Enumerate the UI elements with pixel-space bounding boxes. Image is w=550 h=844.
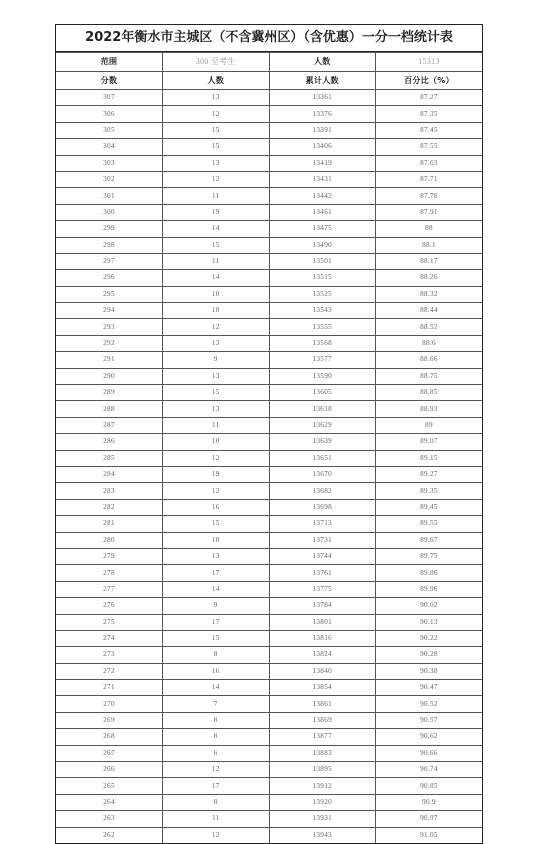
- score-cell: 273: [56, 647, 163, 663]
- table-row: [56, 417, 482, 433]
- cumulative-cell: 13744: [269, 548, 376, 564]
- percent-cell: 87.71: [376, 171, 483, 187]
- cumulative-cell: 13639: [269, 434, 376, 450]
- score-cell: 269: [56, 712, 163, 728]
- percent-cell: 90.66: [376, 745, 483, 761]
- score-cell: 275: [56, 614, 163, 630]
- count-cell: 9: [163, 352, 270, 368]
- score-cell: 278: [56, 565, 163, 581]
- meta-row: [56, 53, 482, 72]
- percent-cell: 89.75: [376, 548, 483, 564]
- table-row: [56, 221, 482, 237]
- cumulative-cell: 13475: [269, 221, 376, 237]
- count-cell: 13: [163, 548, 270, 564]
- table-row: [56, 450, 482, 466]
- cumulative-cell: 13490: [269, 237, 376, 253]
- column-header-cumulative: 累计人数: [269, 72, 376, 90]
- cumulative-cell: 13801: [269, 614, 376, 630]
- cumulative-cell: 13824: [269, 647, 376, 663]
- table-row: [56, 204, 482, 220]
- count-cell: 17: [163, 565, 270, 581]
- total-value: 15313: [376, 53, 483, 72]
- score-cell: 299: [56, 221, 163, 237]
- percent-cell: 88.44: [376, 303, 483, 319]
- count-cell: 15: [163, 385, 270, 401]
- count-cell: 13: [163, 90, 270, 106]
- score-cell: 306: [56, 106, 163, 122]
- cumulative-cell: 13391: [269, 122, 376, 138]
- score-cell: 289: [56, 385, 163, 401]
- count-cell: 12: [163, 483, 270, 499]
- table-row: [56, 483, 482, 499]
- score-cell: 307: [56, 90, 163, 106]
- page-title: 2022年衡水市主城区（不含冀州区）（含优惠）一分一档统计表: [56, 25, 482, 52]
- percent-cell: 87.91: [376, 204, 483, 220]
- cumulative-cell: 13577: [269, 352, 376, 368]
- count-cell: 12: [163, 450, 270, 466]
- table-row: [56, 385, 482, 401]
- count-cell: 12: [163, 106, 270, 122]
- column-header-score: 分数: [56, 72, 163, 90]
- cumulative-cell: 13883: [269, 745, 376, 761]
- score-cell: 305: [56, 122, 163, 138]
- table-row: [56, 270, 482, 286]
- percent-cell: 90.74: [376, 762, 483, 778]
- score-cell: 304: [56, 139, 163, 155]
- table-row: [56, 827, 482, 843]
- score-cell: 288: [56, 401, 163, 417]
- score-cell: 276: [56, 598, 163, 614]
- count-cell: 10: [163, 286, 270, 302]
- table-row: [56, 335, 482, 351]
- table-row: [56, 171, 482, 187]
- count-cell: 12: [163, 319, 270, 335]
- table-row: [56, 90, 482, 106]
- table-row: [56, 122, 482, 138]
- cumulative-cell: 13713: [269, 516, 376, 532]
- count-cell: 14: [163, 581, 270, 597]
- count-cell: 12: [163, 171, 270, 187]
- table-row: [56, 581, 482, 597]
- percent-cell: 88.26: [376, 270, 483, 286]
- cumulative-cell: 13406: [269, 139, 376, 155]
- count-cell: 10: [163, 434, 270, 450]
- cumulative-cell: 13431: [269, 171, 376, 187]
- table-row: [56, 466, 482, 482]
- cumulative-cell: 13775: [269, 581, 376, 597]
- cumulative-cell: 13816: [269, 630, 376, 646]
- cumulative-cell: 13361: [269, 90, 376, 106]
- table-row: [56, 401, 482, 417]
- table-row: [56, 565, 482, 581]
- table-row: [56, 368, 482, 384]
- score-cell: 297: [56, 253, 163, 269]
- score-cell: 301: [56, 188, 163, 204]
- count-cell: 15: [163, 237, 270, 253]
- count-cell: 13: [163, 401, 270, 417]
- table-row: [56, 680, 482, 696]
- percent-cell: 90.47: [376, 680, 483, 696]
- cumulative-cell: 13651: [269, 450, 376, 466]
- count-cell: 18: [163, 303, 270, 319]
- table-row: [56, 794, 482, 810]
- cumulative-cell: 13943: [269, 827, 376, 843]
- table-row: [56, 663, 482, 679]
- percent-cell: 88.85: [376, 385, 483, 401]
- cumulative-cell: 13877: [269, 729, 376, 745]
- cumulative-cell: 13442: [269, 188, 376, 204]
- table-row: [56, 155, 482, 171]
- percent-cell: 88.52: [376, 319, 483, 335]
- score-cell: 267: [56, 745, 163, 761]
- count-cell: 13: [163, 155, 270, 171]
- score-cell: 296: [56, 270, 163, 286]
- cumulative-cell: 13629: [269, 417, 376, 433]
- range-value: 300 至考生: [163, 53, 270, 72]
- percent-cell: 90.28: [376, 647, 483, 663]
- count-cell: 8: [163, 794, 270, 810]
- cumulative-cell: 13869: [269, 712, 376, 728]
- score-cell: 302: [56, 171, 163, 187]
- table-row: [56, 286, 482, 302]
- table-row: [56, 106, 482, 122]
- count-cell: 19: [163, 466, 270, 482]
- score-distribution-sheet: [55, 24, 483, 844]
- cumulative-cell: 13419: [269, 155, 376, 171]
- count-cell: 15: [163, 630, 270, 646]
- count-cell: 8: [163, 712, 270, 728]
- percent-cell: 89.55: [376, 516, 483, 532]
- count-cell: 16: [163, 663, 270, 679]
- percent-cell: 90.9: [376, 794, 483, 810]
- percent-cell: 89.86: [376, 565, 483, 581]
- score-cell: 295: [56, 286, 163, 302]
- cumulative-cell: 13515: [269, 270, 376, 286]
- cumulative-cell: 13931: [269, 811, 376, 827]
- score-cell: 271: [56, 680, 163, 696]
- percent-cell: 90.85: [376, 778, 483, 794]
- cumulative-cell: 13920: [269, 794, 376, 810]
- percent-cell: 88.1: [376, 237, 483, 253]
- header-row: [56, 72, 482, 90]
- percent-cell: 89.45: [376, 499, 483, 515]
- score-cell: 287: [56, 417, 163, 433]
- percent-cell: 89.96: [376, 581, 483, 597]
- score-cell: 290: [56, 368, 163, 384]
- table-row: [56, 762, 482, 778]
- percent-cell: 89.27: [376, 466, 483, 482]
- score-cell: 293: [56, 319, 163, 335]
- count-cell: 11: [163, 811, 270, 827]
- table-row: [56, 532, 482, 548]
- percent-cell: 88.93: [376, 401, 483, 417]
- table-row: [56, 614, 482, 630]
- table-row: [56, 811, 482, 827]
- cumulative-cell: 13895: [269, 762, 376, 778]
- table-row: [56, 319, 482, 335]
- score-cell: 281: [56, 516, 163, 532]
- score-cell: 277: [56, 581, 163, 597]
- percent-cell: 87.63: [376, 155, 483, 171]
- column-header-percent: 百分比（%）: [376, 72, 483, 90]
- percent-cell: 88.32: [376, 286, 483, 302]
- cumulative-cell: 13605: [269, 385, 376, 401]
- cumulative-cell: 13912: [269, 778, 376, 794]
- table-row: [56, 598, 482, 614]
- count-cell: 15: [163, 139, 270, 155]
- count-cell: 11: [163, 417, 270, 433]
- count-cell: 17: [163, 778, 270, 794]
- percent-cell: 89: [376, 417, 483, 433]
- percent-cell: 88.6: [376, 335, 483, 351]
- score-cell: 284: [56, 466, 163, 482]
- column-header-count: 人数: [163, 72, 270, 90]
- cumulative-cell: 13761: [269, 565, 376, 581]
- count-cell: 8: [163, 729, 270, 745]
- percent-cell: 87.35: [376, 106, 483, 122]
- percent-cell: 90.97: [376, 811, 483, 827]
- percent-cell: 90.52: [376, 696, 483, 712]
- table-row: [56, 253, 482, 269]
- score-cell: 298: [56, 237, 163, 253]
- count-cell: 6: [163, 745, 270, 761]
- percent-cell: 87.45: [376, 122, 483, 138]
- score-cell: 283: [56, 483, 163, 499]
- score-cell: 285: [56, 450, 163, 466]
- cumulative-cell: 13731: [269, 532, 376, 548]
- table-row: [56, 729, 482, 745]
- count-cell: 13: [163, 368, 270, 384]
- cumulative-cell: 13501: [269, 253, 376, 269]
- table-row: [56, 516, 482, 532]
- table-row: [56, 188, 482, 204]
- score-cell: 279: [56, 548, 163, 564]
- score-cell: 292: [56, 335, 163, 351]
- score-cell: 270: [56, 696, 163, 712]
- percent-cell: 90.22: [376, 630, 483, 646]
- count-cell: 16: [163, 499, 270, 515]
- percent-cell: 90.02: [376, 598, 483, 614]
- percent-cell: 91.05: [376, 827, 483, 843]
- count-cell: 9: [163, 598, 270, 614]
- cumulative-cell: 13784: [269, 598, 376, 614]
- score-table: [56, 52, 482, 843]
- cumulative-cell: 13590: [269, 368, 376, 384]
- percent-cell: 88: [376, 221, 483, 237]
- percent-cell: 87.55: [376, 139, 483, 155]
- percent-cell: 90.38: [376, 663, 483, 679]
- score-cell: 265: [56, 778, 163, 794]
- table-body: [56, 90, 482, 843]
- table-row: [56, 548, 482, 564]
- percent-cell: 90.62: [376, 729, 483, 745]
- percent-cell: 89.15: [376, 450, 483, 466]
- count-cell: 15: [163, 122, 270, 138]
- score-cell: 294: [56, 303, 163, 319]
- table-row: [56, 434, 482, 450]
- cumulative-cell: 13682: [269, 483, 376, 499]
- percent-cell: 89.35: [376, 483, 483, 499]
- count-cell: 19: [163, 204, 270, 220]
- cumulative-cell: 13555: [269, 319, 376, 335]
- table-row: [56, 499, 482, 515]
- cumulative-cell: 13618: [269, 401, 376, 417]
- score-cell: 300: [56, 204, 163, 220]
- table-row: [56, 303, 482, 319]
- count-cell: 14: [163, 270, 270, 286]
- cumulative-cell: 13698: [269, 499, 376, 515]
- cumulative-cell: 13568: [269, 335, 376, 351]
- percent-cell: 89.07: [376, 434, 483, 450]
- score-cell: 263: [56, 811, 163, 827]
- table-row: [56, 139, 482, 155]
- cumulative-cell: 13840: [269, 663, 376, 679]
- cumulative-cell: 13861: [269, 696, 376, 712]
- score-cell: 286: [56, 434, 163, 450]
- cumulative-cell: 13543: [269, 303, 376, 319]
- percent-cell: 88.66: [376, 352, 483, 368]
- score-cell: 291: [56, 352, 163, 368]
- score-cell: 303: [56, 155, 163, 171]
- count-cell: 14: [163, 680, 270, 696]
- cumulative-cell: 13854: [269, 680, 376, 696]
- score-cell: 280: [56, 532, 163, 548]
- count-cell: 7: [163, 696, 270, 712]
- count-cell: 12: [163, 827, 270, 843]
- count-cell: 11: [163, 253, 270, 269]
- score-cell: 274: [56, 630, 163, 646]
- table-row: [56, 712, 482, 728]
- count-cell: 8: [163, 647, 270, 663]
- percent-cell: 90.57: [376, 712, 483, 728]
- count-cell: 14: [163, 221, 270, 237]
- score-cell: 264: [56, 794, 163, 810]
- cumulative-cell: 13376: [269, 106, 376, 122]
- total-label: 人数: [269, 53, 376, 72]
- table-row: [56, 630, 482, 646]
- percent-cell: 90.13: [376, 614, 483, 630]
- percent-cell: 88.75: [376, 368, 483, 384]
- count-cell: 17: [163, 614, 270, 630]
- table-row: [56, 745, 482, 761]
- table-row: [56, 237, 482, 253]
- count-cell: 18: [163, 532, 270, 548]
- count-cell: 15: [163, 516, 270, 532]
- percent-cell: 87.27: [376, 90, 483, 106]
- score-cell: 272: [56, 663, 163, 679]
- percent-cell: 87.78: [376, 188, 483, 204]
- percent-cell: 89.67: [376, 532, 483, 548]
- score-cell: 262: [56, 827, 163, 843]
- count-cell: 12: [163, 762, 270, 778]
- table-row: [56, 647, 482, 663]
- score-cell: 266: [56, 762, 163, 778]
- table-row: [56, 352, 482, 368]
- percent-cell: 88.17: [376, 253, 483, 269]
- table-row: [56, 696, 482, 712]
- score-cell: 282: [56, 499, 163, 515]
- cumulative-cell: 13670: [269, 466, 376, 482]
- count-cell: 13: [163, 335, 270, 351]
- range-label: 范围: [56, 53, 163, 72]
- cumulative-cell: 13461: [269, 204, 376, 220]
- count-cell: 11: [163, 188, 270, 204]
- score-cell: 268: [56, 729, 163, 745]
- cumulative-cell: 13525: [269, 286, 376, 302]
